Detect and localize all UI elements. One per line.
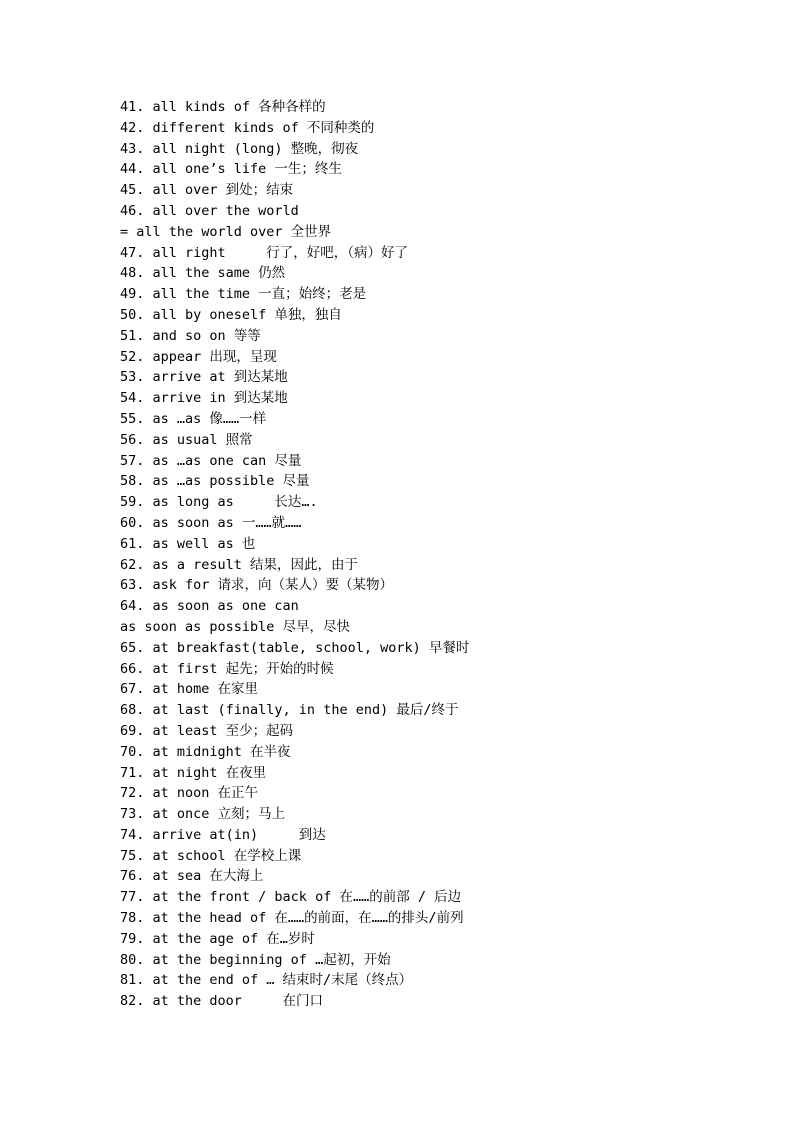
phrase-line: 63. ask for 请求，向（某人）要（某物） — [120, 577, 394, 594]
phrase-list — [120, 97, 770, 1012]
phrase-line: 54. arrive in 到达某地 — [120, 390, 288, 407]
phrase-line: 75. at school 在学校上课 — [120, 847, 302, 864]
phrase-line: 70. at midnight 在半夜 — [120, 743, 291, 760]
phrase-line: 80. at the beginning of …起初，开始 — [120, 951, 391, 968]
phrase-line: 79. at the age of 在…岁时 — [120, 930, 315, 947]
phrase-line: as soon as possible 尽早，尽快 — [120, 618, 351, 635]
phrase-line: 64. as soon as one can — [120, 598, 299, 615]
phrase-line: 51. and so on 等等 — [120, 327, 261, 344]
phrase-line: = all the world over 全世界 — [120, 223, 332, 240]
phrase-line: 69. at least 至少；起码 — [120, 722, 294, 739]
phrase-line: 59. as long as 长达…. — [120, 494, 318, 511]
phrase-line: 52. appear 出现，呈现 — [120, 348, 277, 365]
phrase-line: 53. arrive at 到达某地 — [120, 369, 288, 386]
phrase-line: 61. as well as 也 — [120, 535, 256, 552]
phrase-line: 71. at night 在夜里 — [120, 764, 267, 781]
phrase-line: 65. at breakfast(table, school, work) 早餐时 — [120, 639, 470, 656]
phrase-line: 44. all one’s life 一生；终生 — [120, 161, 342, 178]
phrase-line: 74. arrive at(in) 到达 — [120, 826, 326, 843]
phrase-line: 48. all the same 仍然 — [120, 265, 286, 282]
phrase-line: 55. as …as 像……一样 — [120, 410, 267, 427]
phrase-line: 68. at last (finally, in the end) 最后/终于 — [120, 702, 459, 719]
phrase-line: 57. as …as one can 尽量 — [120, 452, 302, 469]
phrase-line: 76. at sea 在大海上 — [120, 868, 264, 885]
phrase-line: 81. at the end of … 结束时/末尾（终点） — [120, 972, 413, 989]
phrase-line: 49. all the time 一直；始终；老是 — [120, 286, 367, 303]
phrase-line: 72. at noon 在正午 — [120, 785, 259, 802]
phrase-line: 77. at the front / back of 在……的前部 / 后边 — [120, 889, 462, 906]
phrase-line: 46. all over the world — [120, 202, 299, 219]
phrase-line: 66. at first 起先；开始的时候 — [120, 660, 334, 677]
phrase-line: 60. as soon as 一……就…… — [120, 514, 302, 531]
phrase-line: 47. all right 行了，好吧，（病）好了 — [120, 244, 409, 261]
phrase-line: 73. at once 立刻；马上 — [120, 806, 286, 823]
phrase-line: 45. all over 到处；结束 — [120, 182, 294, 199]
phrase-line: 62. as a result 结果，因此，由于 — [120, 556, 359, 573]
phrase-line: 82. at the door 在门口 — [120, 993, 324, 1010]
phrase-line: 42. different kinds of 不同种类的 — [120, 119, 375, 136]
phrase-line: 41. all kinds of 各种各样的 — [120, 99, 326, 115]
phrase-line: 50. all by oneself 单独，独自 — [120, 306, 342, 323]
phrase-line: 78. at the head of 在……的前面，在……的排头/前列 — [120, 910, 464, 927]
phrase-line: 43. all night (long) 整晚，彻夜 — [120, 140, 359, 157]
phrase-line: 58. as …as possible 尽量 — [120, 473, 310, 490]
phrase-line: 56. as usual 照常 — [120, 431, 253, 448]
phrase-line: 67. at home 在家里 — [120, 681, 259, 698]
